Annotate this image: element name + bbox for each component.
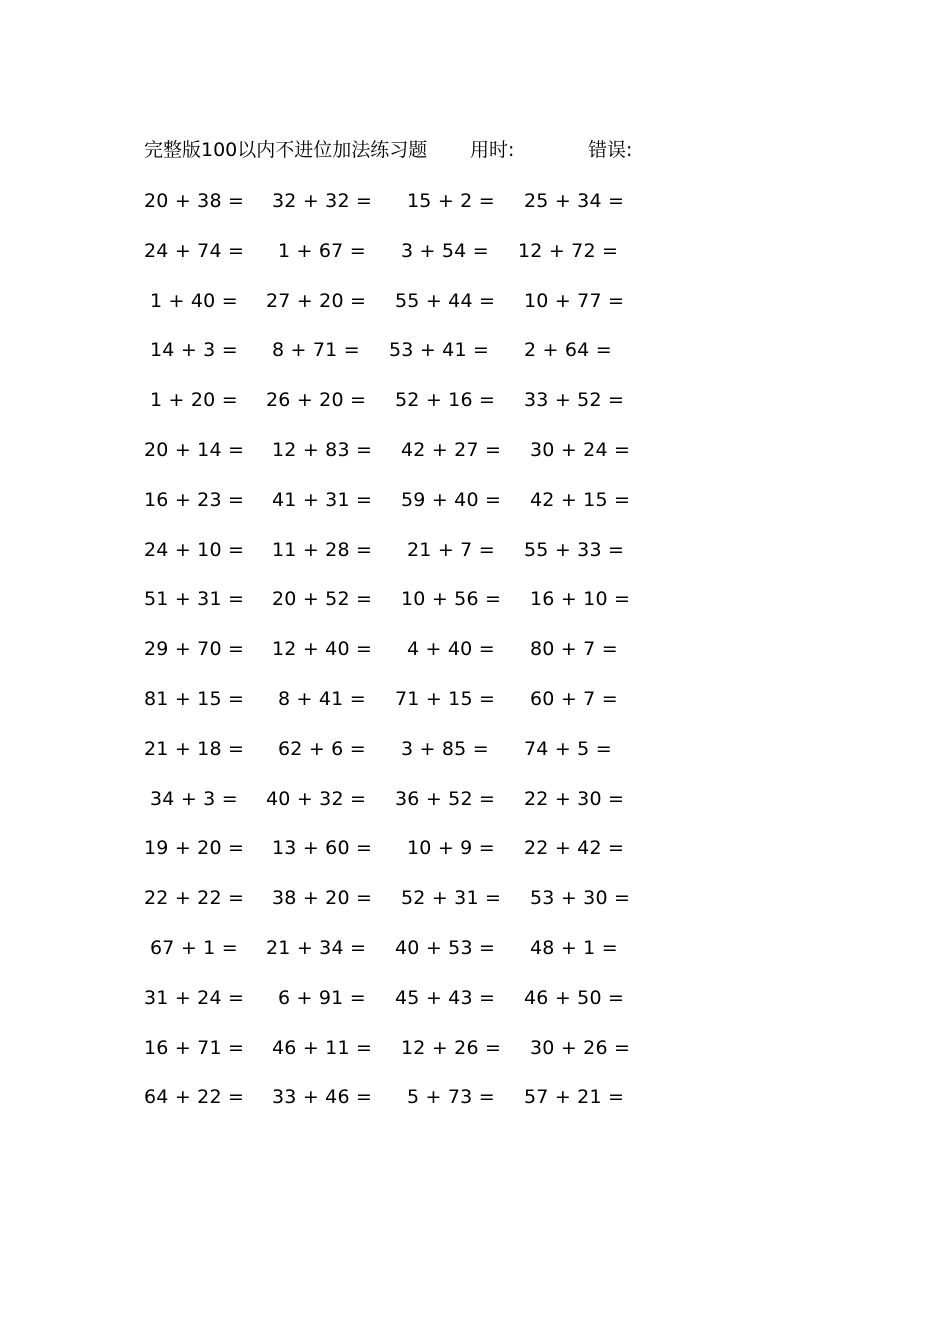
problem-cell: 29 + 70 = xyxy=(144,638,245,660)
problem-cell: 4 + 40 = xyxy=(407,638,495,660)
problem-cell: 42 + 27 = xyxy=(401,439,502,461)
problem-cell: 81 + 15 = xyxy=(144,688,245,710)
problem-cell: 12 + 72 = xyxy=(518,240,619,262)
problem-cell: 15 + 2 = xyxy=(407,190,495,212)
problem-row xyxy=(0,186,950,216)
problem-row xyxy=(0,933,950,963)
problem-cell: 16 + 23 = xyxy=(144,489,245,511)
problem-cell: 8 + 71 = xyxy=(272,339,360,361)
problem-cell: 31 + 24 = xyxy=(144,987,245,1009)
problem-cell: 48 + 1 = xyxy=(530,937,618,959)
problem-row xyxy=(0,833,950,863)
problem-row xyxy=(0,883,950,913)
problem-cell: 2 + 64 = xyxy=(524,339,612,361)
problem-cell: 67 + 1 = xyxy=(150,937,238,959)
problem-cell: 12 + 26 = xyxy=(401,1037,502,1059)
problem-cell: 1 + 40 = xyxy=(150,290,238,312)
problem-cell: 24 + 10 = xyxy=(144,539,245,561)
problem-cell: 42 + 15 = xyxy=(530,489,631,511)
problem-cell: 12 + 83 = xyxy=(272,439,373,461)
problem-cell: 53 + 41 = xyxy=(389,339,490,361)
problem-cell: 1 + 67 = xyxy=(278,240,366,262)
problem-cell: 22 + 42 = xyxy=(524,837,625,859)
problem-cell: 10 + 9 = xyxy=(407,837,495,859)
worksheet-title: 完整版100以内不进位加法练习题 xyxy=(144,139,428,161)
problem-cell: 41 + 31 = xyxy=(272,489,373,511)
problem-row xyxy=(0,385,950,415)
problem-cell: 71 + 15 = xyxy=(395,688,496,710)
problem-cell: 20 + 14 = xyxy=(144,439,245,461)
problem-cell: 16 + 71 = xyxy=(144,1037,245,1059)
problem-row xyxy=(0,535,950,565)
problem-cell: 12 + 40 = xyxy=(272,638,373,660)
problem-cell: 34 + 3 = xyxy=(150,788,238,810)
problem-cell: 20 + 52 = xyxy=(272,588,373,610)
problem-cell: 32 + 32 = xyxy=(272,190,373,212)
problem-row xyxy=(0,784,950,814)
problem-cell: 20 + 38 = xyxy=(144,190,245,212)
problem-row xyxy=(0,634,950,664)
problem-row xyxy=(0,335,950,365)
problem-row xyxy=(0,584,950,614)
problem-cell: 1 + 20 = xyxy=(150,389,238,411)
problem-cell: 21 + 34 = xyxy=(266,937,367,959)
problem-cell: 57 + 21 = xyxy=(524,1086,625,1108)
problem-cell: 52 + 16 = xyxy=(395,389,496,411)
problem-cell: 40 + 53 = xyxy=(395,937,496,959)
problem-cell: 51 + 31 = xyxy=(144,588,245,610)
problem-cell: 80 + 7 = xyxy=(530,638,618,660)
problem-row xyxy=(0,236,950,266)
problem-cell: 5 + 73 = xyxy=(407,1086,495,1108)
problem-cell: 11 + 28 = xyxy=(272,539,373,561)
problem-cell: 14 + 3 = xyxy=(150,339,238,361)
problem-cell: 10 + 77 = xyxy=(524,290,625,312)
problem-cell: 59 + 40 = xyxy=(401,489,502,511)
problem-cell: 3 + 85 = xyxy=(401,738,489,760)
problem-cell: 38 + 20 = xyxy=(272,887,373,909)
problem-cell: 33 + 46 = xyxy=(272,1086,373,1108)
problem-cell: 30 + 26 = xyxy=(530,1037,631,1059)
problem-cell: 60 + 7 = xyxy=(530,688,618,710)
problem-cell: 10 + 56 = xyxy=(401,588,502,610)
problem-cell: 22 + 22 = xyxy=(144,887,245,909)
problem-cell: 8 + 41 = xyxy=(278,688,366,710)
problem-cell: 46 + 11 = xyxy=(272,1037,373,1059)
problem-cell: 21 + 18 = xyxy=(144,738,245,760)
problem-cell: 62 + 6 = xyxy=(278,738,366,760)
problem-cell: 52 + 31 = xyxy=(401,887,502,909)
problem-cell: 55 + 44 = xyxy=(395,290,496,312)
problem-cell: 33 + 52 = xyxy=(524,389,625,411)
problem-cell: 21 + 7 = xyxy=(407,539,495,561)
problem-cell: 30 + 24 = xyxy=(530,439,631,461)
problem-cell: 55 + 33 = xyxy=(524,539,625,561)
problem-cell: 26 + 20 = xyxy=(266,389,367,411)
problem-row xyxy=(0,983,950,1013)
problem-cell: 27 + 20 = xyxy=(266,290,367,312)
problem-cell: 25 + 34 = xyxy=(524,190,625,212)
problem-cell: 46 + 50 = xyxy=(524,987,625,1009)
problem-cell: 19 + 20 = xyxy=(144,837,245,859)
problem-cell: 13 + 60 = xyxy=(272,837,373,859)
problem-row xyxy=(0,734,950,764)
problem-row xyxy=(0,485,950,515)
problem-row xyxy=(0,286,950,316)
problem-cell: 64 + 22 = xyxy=(144,1086,245,1108)
time-label: 用时: xyxy=(470,139,515,161)
problem-cell: 3 + 54 = xyxy=(401,240,489,262)
problem-row xyxy=(0,1033,950,1063)
problem-cell: 6 + 91 = xyxy=(278,987,366,1009)
problem-cell: 16 + 10 = xyxy=(530,588,631,610)
problem-cell: 22 + 30 = xyxy=(524,788,625,810)
problem-cell: 53 + 30 = xyxy=(530,887,631,909)
errors-label: 错误: xyxy=(588,139,633,161)
problem-row xyxy=(0,435,950,465)
problem-cell: 74 + 5 = xyxy=(524,738,612,760)
problem-row xyxy=(0,684,950,714)
problem-cell: 40 + 32 = xyxy=(266,788,367,810)
problem-cell: 45 + 43 = xyxy=(395,987,496,1009)
problem-row xyxy=(0,1082,950,1112)
problem-cell: 24 + 74 = xyxy=(144,240,245,262)
problem-cell: 36 + 52 = xyxy=(395,788,496,810)
